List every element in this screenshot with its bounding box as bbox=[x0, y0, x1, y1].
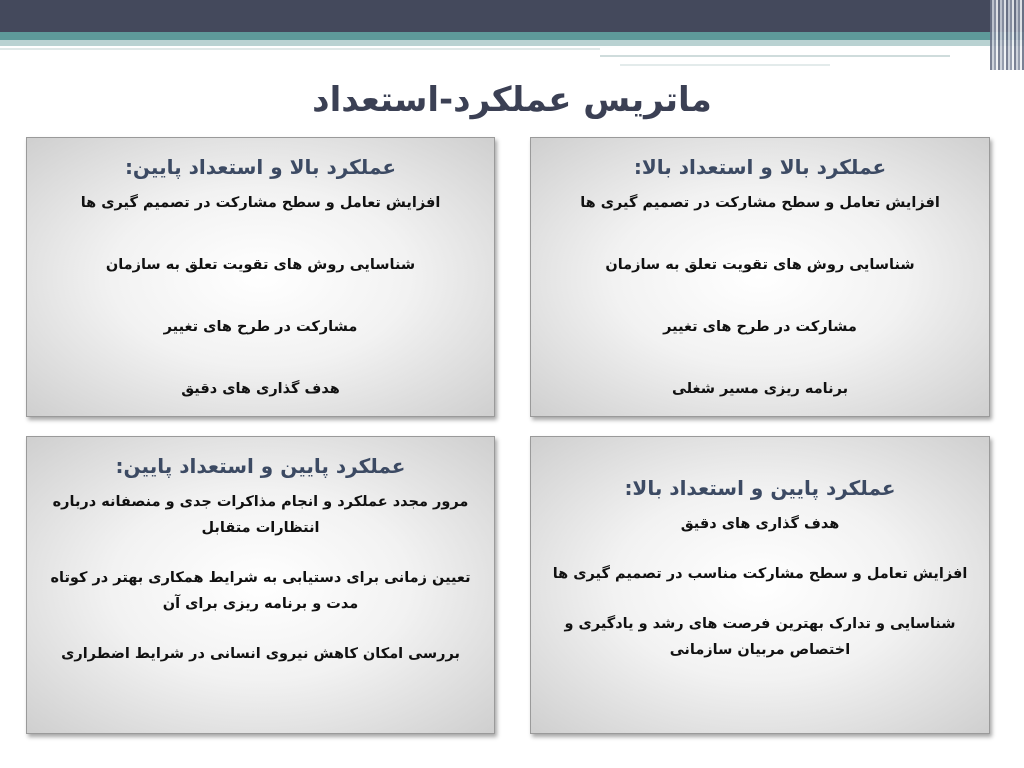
quadrant-item: تعیین زمانی برای دستیابی به شرایط همکاری بهتر در کوتاه مدت و برنامه ریزی برای آن bbox=[50, 570, 471, 612]
quadrant-item: مرور مجدد عملکرد و انجام مذاکرات جدی و منصفانه درباره انتظارات متقابل bbox=[52, 494, 469, 536]
quadrant-heading: عملکرد پایین و استعداد بالا: bbox=[624, 476, 896, 500]
quadrant-item: شناسایی روش های تقویت تعلق به سازمان bbox=[605, 257, 915, 273]
quadrant-item: افزایش تعامل و سطح مشارکت مناسب در تصمیم گیری ها bbox=[552, 566, 968, 582]
header-band-dark bbox=[0, 0, 1024, 32]
header-rule-3 bbox=[620, 64, 830, 66]
quadrant-item: مشارکت در طرح های تغییر bbox=[163, 319, 358, 335]
quadrant-item: برنامه ریزی مسیر شغلی bbox=[671, 381, 849, 397]
quadrant-item: بررسی امکان کاهش نیروی انسانی در شرایط اضطراری bbox=[61, 646, 460, 662]
quadrant-high-performance-high-talent bbox=[530, 137, 990, 417]
quadrant-low-performance-high-talent bbox=[530, 436, 990, 734]
quadrant-high-performance-low-talent bbox=[26, 137, 495, 417]
slide-title: ماتریس عملکرد-استعداد bbox=[312, 80, 712, 120]
quadrant-item: مشارکت در طرح های تغییر bbox=[663, 319, 857, 335]
quadrant-item: شناسایی و تدارک بهترین فرصت های رشد و یادگیری و اختصاص مربیان سازمانی bbox=[564, 616, 956, 658]
quadrant-heading: عملکرد پایین و استعداد پایین: bbox=[115, 454, 406, 478]
quadrant-item: افزایش تعامل و سطح مشارکت در تصمیم گیری ها bbox=[580, 195, 940, 211]
header-rule-2 bbox=[600, 55, 950, 57]
quadrant-item: هدف گذاری های دقیق bbox=[181, 381, 340, 397]
quadrant-heading: عملکرد بالا و استعداد پایین: bbox=[124, 155, 397, 179]
quadrant-item: شناسایی روش های تقویت تعلق به سازمان bbox=[105, 257, 416, 273]
quadrant-item: هدف گذاری های دقیق bbox=[680, 516, 840, 532]
header-rule-1 bbox=[0, 48, 600, 50]
header-band-teal bbox=[0, 32, 1024, 40]
header-band-light-teal bbox=[0, 40, 1024, 46]
quadrant-heading: عملکرد بالا و استعداد بالا: bbox=[633, 155, 887, 179]
quadrant-item: افزایش تعامل و سطح مشارکت در تصمیم گیری ها bbox=[80, 195, 441, 211]
quadrant-low-performance-low-talent bbox=[26, 436, 495, 734]
header-stripes-decoration bbox=[990, 0, 1024, 70]
